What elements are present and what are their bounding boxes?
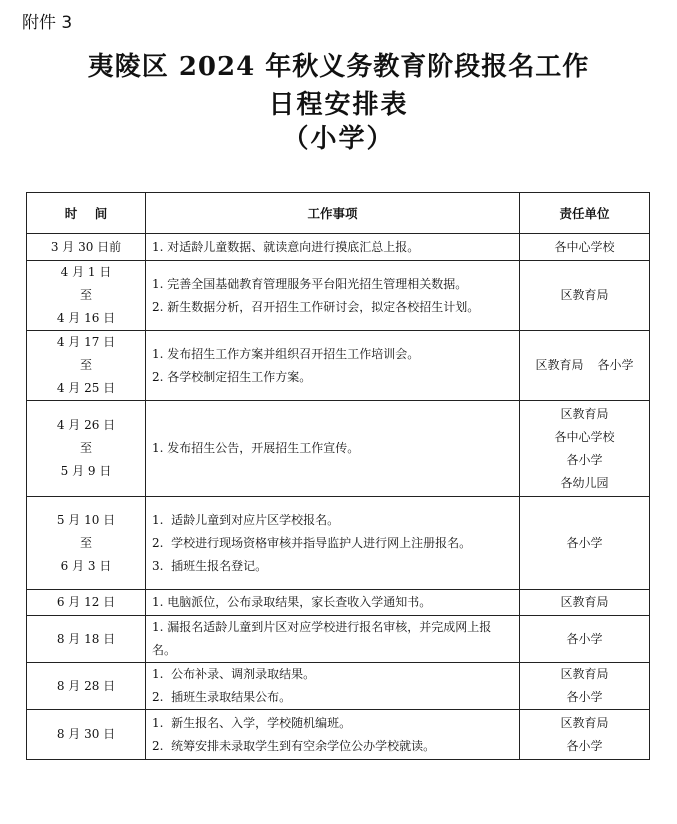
work-item: 1. 电脑派位，公布录取结果，家长查收入学通知书。 <box>152 595 432 609</box>
time-cell <box>27 616 146 663</box>
table-row <box>27 234 650 261</box>
time-text: 8 月 28 日 <box>56 678 116 693</box>
unit-text: 区教育局 <box>560 595 609 609</box>
time-text: 6 月 12 日 <box>56 595 116 609</box>
unit-text: 区教育局 <box>535 358 584 372</box>
work-item: 2. 新生数据分析，召开招生工作研讨会，拟定各校招生计划。 <box>152 299 480 314</box>
table-row <box>27 710 650 760</box>
unit-text: 区教育局 <box>560 288 609 302</box>
schedule-body <box>27 234 650 760</box>
attachment-label: 附件 3 <box>22 13 73 33</box>
work-cell <box>146 401 520 497</box>
time-text: 5 月 10 日 <box>56 512 116 527</box>
column-header-unit: 责任单位 <box>520 193 650 234</box>
time-cell <box>27 710 146 760</box>
work-item: 2. 插班生录取结果公布。 <box>152 690 292 704</box>
time-text: 至 <box>79 358 92 372</box>
work-item: 1. 发布招生工作方案并组织召开招生工作培训会。 <box>152 346 420 361</box>
work-cell <box>146 590 520 616</box>
time-text: 8 月 30 日 <box>56 727 116 741</box>
work-cell <box>146 234 520 261</box>
work-item: 3. 插班生报名登记。 <box>152 558 268 573</box>
time-text: 4 月 25 日 <box>56 381 116 395</box>
time-text: 至 <box>79 535 92 550</box>
column-header-work: 工作事项 <box>146 193 520 234</box>
unit-text: 各小学 <box>566 738 603 753</box>
unit-cell <box>520 331 650 401</box>
work-item: 1. 对适龄儿童数据、就读意向进行摸底汇总上报。 <box>152 239 420 254</box>
table-row <box>27 663 650 710</box>
unit-cell <box>520 401 650 497</box>
unit-text: 各中心学校 <box>554 429 615 444</box>
unit-text: 区教育局 <box>560 715 609 730</box>
unit-cell <box>520 710 650 760</box>
work-item: 2. 学校进行现场资格审核并指导监护人进行网上注册报名。 <box>152 535 472 550</box>
time-text: 4 月 16 日 <box>56 311 116 325</box>
time-cell <box>27 663 146 710</box>
unit-text: 各小学 <box>566 690 603 704</box>
table-header-row <box>27 193 650 234</box>
table-row <box>27 497 650 590</box>
unit-cell <box>520 261 650 331</box>
time-text: 4 月 26 日 <box>56 418 116 432</box>
work-item: 2. 各学校制定招生工作方案。 <box>152 369 312 384</box>
unit-cell <box>520 590 650 616</box>
work-item: 1. 发布招生公告，开展招生工作宣传。 <box>152 441 360 455</box>
time-text: 5 月 9 日 <box>60 464 112 478</box>
time-text: 8 月 18 日 <box>56 631 116 646</box>
document-title-line1: 夷陵区 2024 年秋义务教育阶段报名工作 <box>87 52 590 82</box>
table-row <box>27 616 650 663</box>
unit-text: 各小学 <box>566 535 603 550</box>
unit-cell <box>520 663 650 710</box>
work-cell <box>146 616 520 663</box>
work-item: 2. 统筹安排未录取学生到有空余学位公办学校就读。 <box>152 738 436 753</box>
unit-cell <box>520 497 650 590</box>
work-cell <box>146 331 520 401</box>
work-cell <box>146 497 520 590</box>
work-item: 1. 适龄儿童到对应片区学校报名。 <box>152 512 340 527</box>
table-row <box>27 331 650 401</box>
work-cell <box>146 663 520 710</box>
unit-cell <box>520 234 650 261</box>
work-item: 1. 完善全国基础教育管理服务平台阳光招生管理相关数据。 <box>152 276 468 291</box>
document-title-line2: 日程安排表 <box>268 90 409 120</box>
work-cell <box>146 261 520 331</box>
work-item: 1. 公布补录、调剂录取结果。 <box>152 667 316 681</box>
unit-text: 区教育局 <box>560 406 609 421</box>
work-item: 1. 新生报名、入学，学校随机编班。 <box>152 715 352 730</box>
column-header-time: 时 间 <box>27 193 146 234</box>
schedule-table <box>26 192 650 760</box>
time-cell <box>27 261 146 331</box>
document-title-line3: （小学） <box>282 124 395 154</box>
time-cell <box>27 401 146 497</box>
unit-text: 各小学 <box>566 452 603 467</box>
work-cell <box>146 710 520 760</box>
time-text: 至 <box>79 441 92 455</box>
unit-text: 各幼儿园 <box>560 475 609 490</box>
time-text: 3 月 30 日前 <box>50 239 122 254</box>
table-row <box>27 401 650 497</box>
table-row <box>27 590 650 616</box>
time-text: 4 月 1 日 <box>60 265 112 279</box>
unit-text: 各小学 <box>566 631 603 646</box>
time-cell <box>27 331 146 401</box>
time-cell <box>27 234 146 261</box>
unit-text: 各中心学校 <box>554 239 615 254</box>
unit-text: 区教育局 <box>560 667 609 681</box>
time-cell <box>27 590 146 616</box>
unit-text: 各小学 <box>597 358 634 372</box>
time-text: 至 <box>79 288 92 302</box>
time-text: 6 月 3 日 <box>60 558 112 573</box>
work-item: 1. 漏报名适龄儿童到片区对应学校进行报名审核，并完成网上报名。 <box>152 620 492 657</box>
table-row <box>27 261 650 331</box>
unit-cell <box>520 616 650 663</box>
time-text: 4 月 17 日 <box>56 335 116 349</box>
time-cell <box>27 497 146 590</box>
